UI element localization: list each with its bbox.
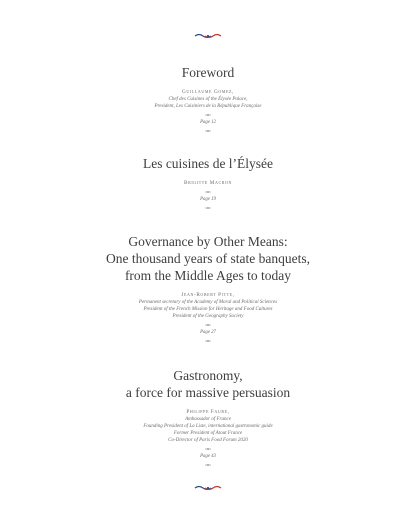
divider-dot-icon: [205, 463, 211, 467]
entry-title: Gastronomy, a force for massive persuasion: [125, 368, 291, 400]
divider-dot-icon: [205, 113, 211, 117]
divider-dot-icon: [205, 323, 211, 327]
divider-dot-icon: [205, 447, 211, 451]
tricolor-ornament-bottom-icon: [193, 484, 223, 492]
entry-author: Jean-Robert Pitte,: [181, 292, 235, 298]
entry-title: Governance by Other Means: One thousand years of state banquets, from the Middle Ages to today: [106, 234, 310, 283]
entry-title: Foreword: [181, 65, 235, 80]
entry-author: Brigitte Macron: [184, 180, 232, 186]
toc-entry-foreword[interactable]: [0, 64, 416, 133]
entry-author: Philippe Faure,: [186, 409, 230, 415]
entry-page-number: Page 19: [200, 197, 216, 202]
entry-roles: Ambassador of France Founding President of La Liste, international gastronomic guide Former President of Atout France Co-Director of Paris Food Forum 2020: [143, 417, 273, 443]
toc-entry-governance[interactable]: [0, 233, 416, 343]
toc-entry-cuisines[interactable]: [0, 155, 416, 210]
entry-roles: Permanent secretary of the Academy of Moral and Political Sciences President of the French Mission for Heritage and Food Cultures President of the Geography Society: [138, 300, 278, 319]
tricolor-ornament-top-icon: [193, 32, 223, 40]
entry-page-number: Page 43: [200, 454, 216, 459]
entry-page-number: Page 27: [200, 330, 216, 335]
divider-dot-icon: [205, 190, 211, 194]
entry-roles: Chef des Cuisines of the Élysée Palace, President, Les Cuisiniers de la République Française: [154, 97, 262, 109]
divider-dot-icon: [205, 206, 211, 210]
divider-dot-icon: [205, 339, 211, 343]
entry-title: Les cuisines de l’Élysée: [142, 156, 274, 171]
toc-entry-gastronomy[interactable]: [0, 367, 416, 467]
divider-dot-icon: [205, 129, 211, 133]
entry-page-number: Page 12: [200, 120, 216, 125]
entry-author: Guillaume Gomez,: [182, 89, 234, 95]
